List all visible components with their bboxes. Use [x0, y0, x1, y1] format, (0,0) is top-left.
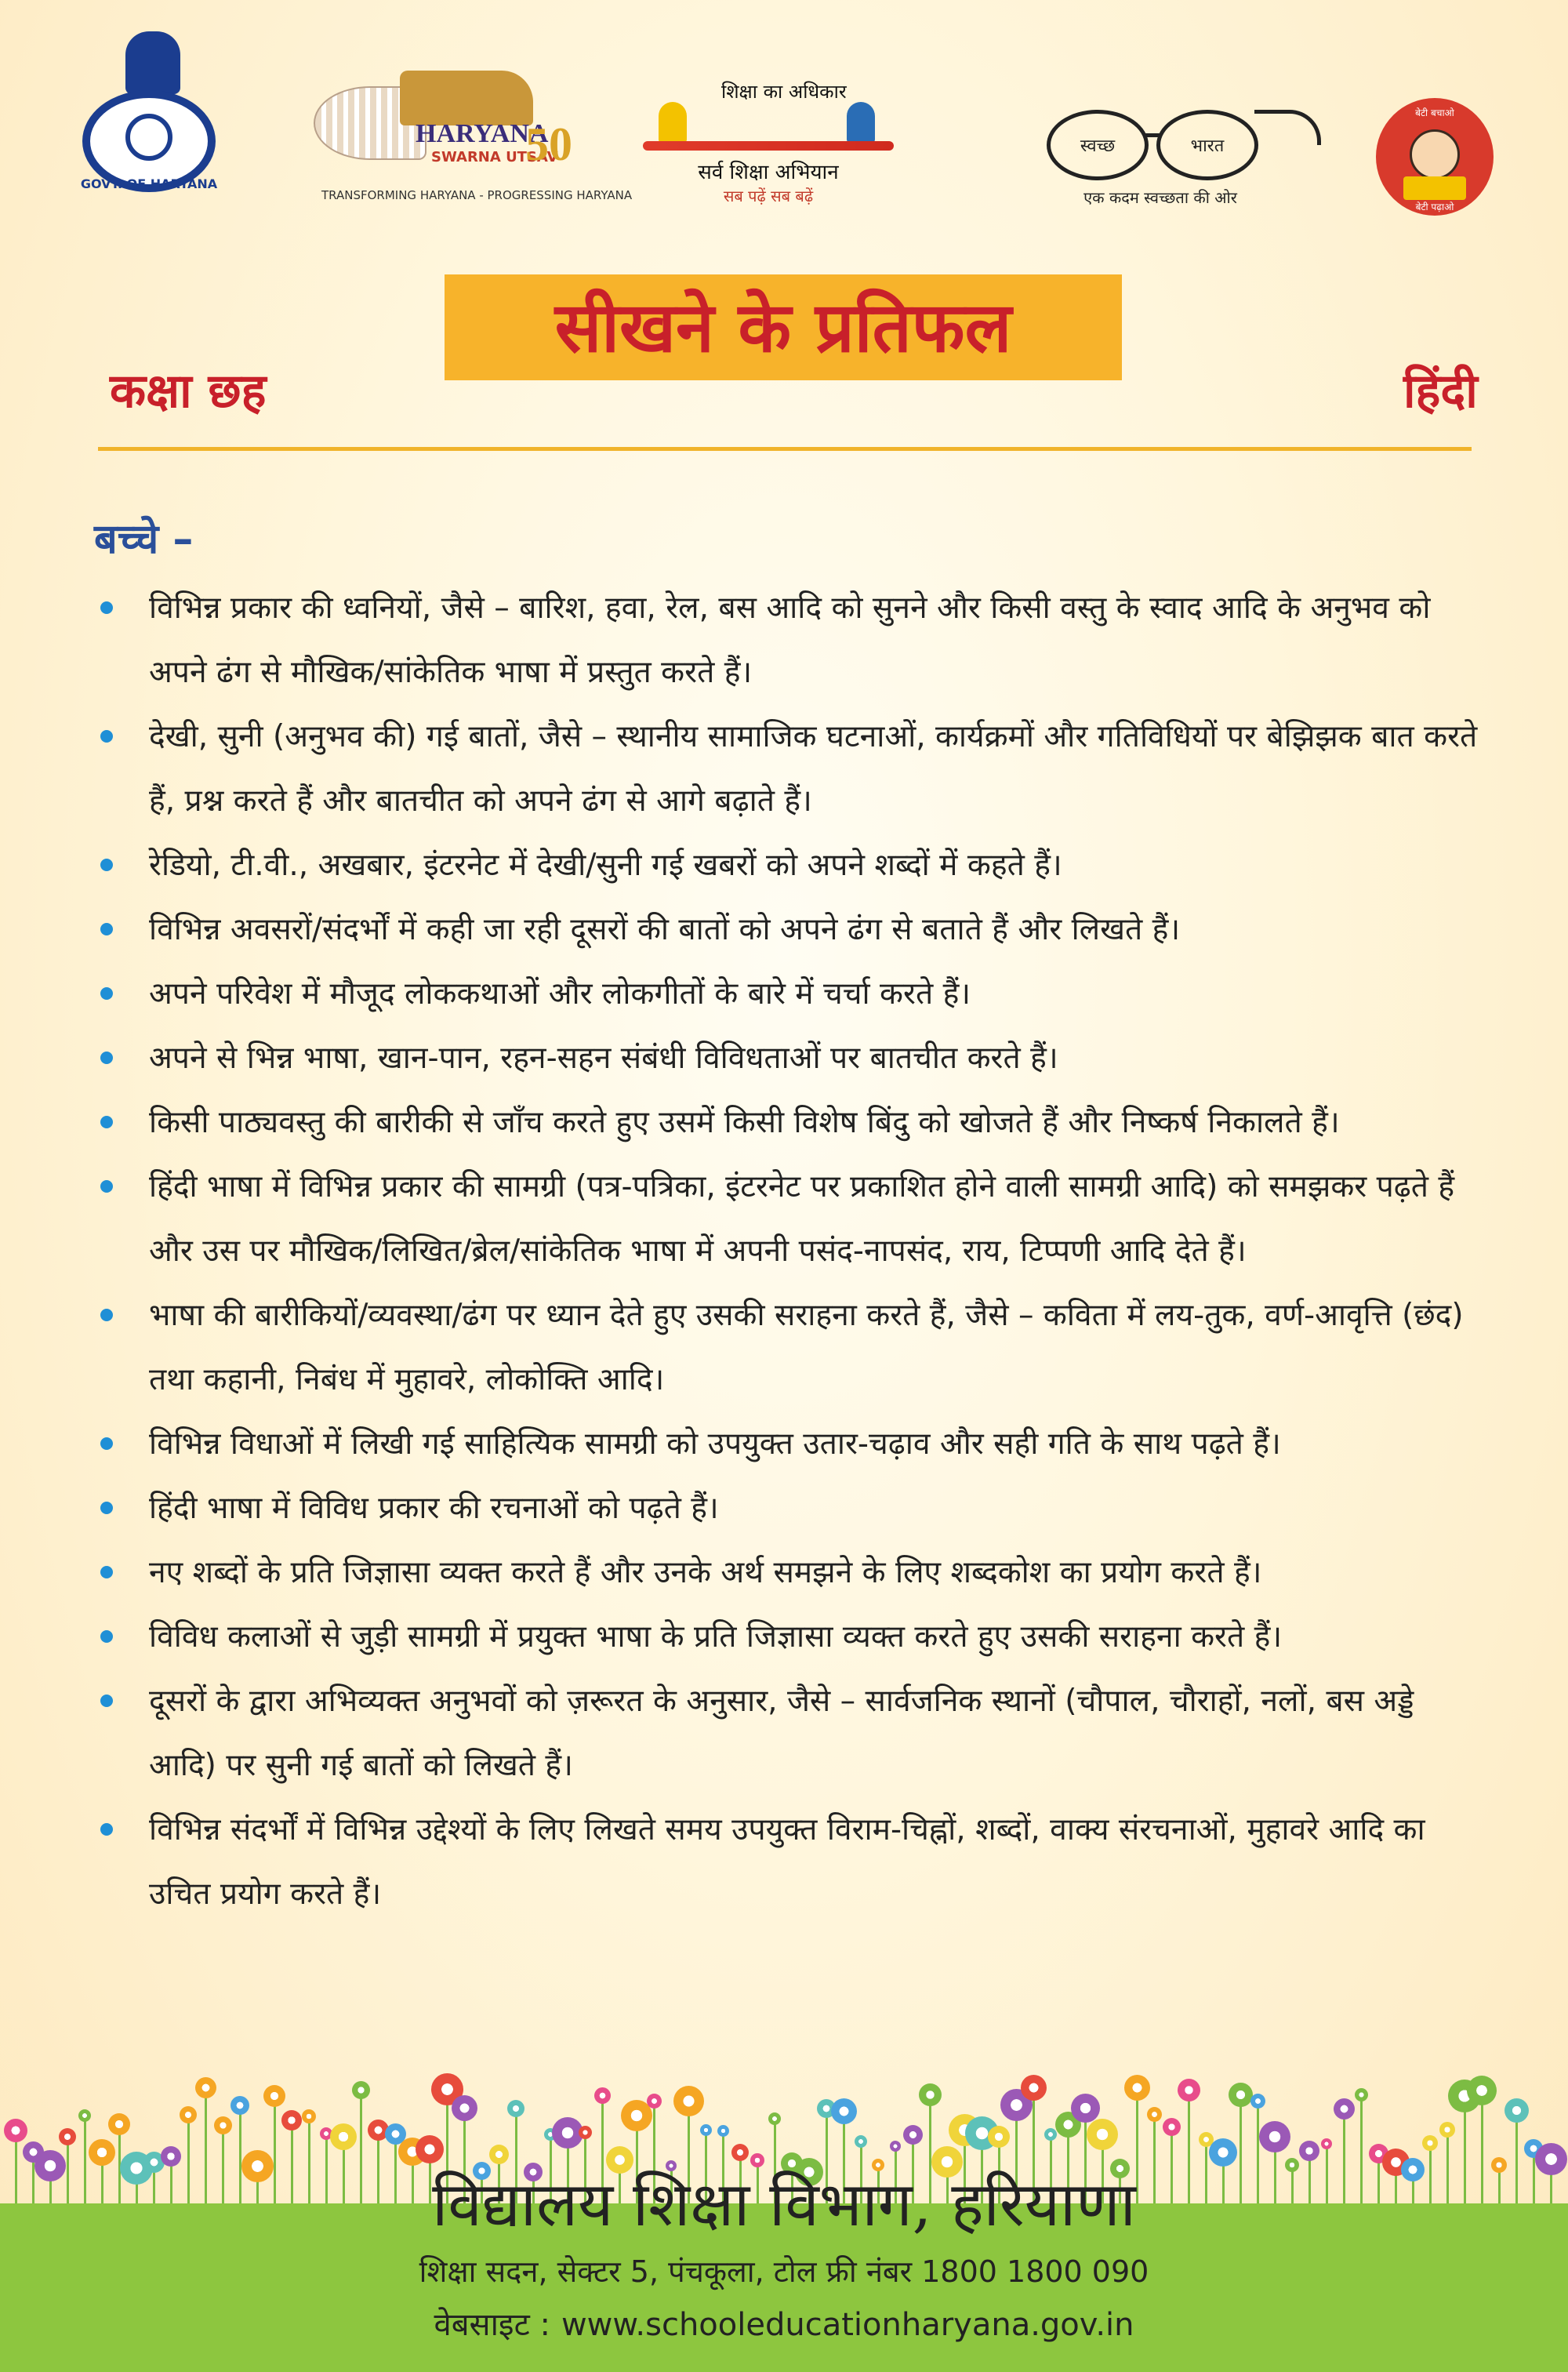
flower-icon: [330, 2123, 357, 2150]
logo-strip: [0, 0, 1568, 235]
list-item-text: विभिन्न संदर्भों में विभिन्न उद्देश्यों के लिए लिखते समय उपयुक्त विराम-चिह्नों, शब्दों, वाक्य संरचनाओं, मुहावरे आदि का उचित प्रयोग करते हैं।: [149, 1812, 1425, 1912]
flower-icon: [302, 2109, 316, 2123]
footer-website-line: [0, 2301, 1568, 2345]
flower-icon: [1334, 2098, 1355, 2120]
flower-icon: [594, 2087, 611, 2104]
sarva-shiksha-abhiyan-logo: [643, 78, 894, 212]
flower-icon: [1021, 2075, 1047, 2101]
list-item-text: विभिन्न प्रकार की ध्वनियों, जैसे – बारिश, हवा, रेल, बस आदि को सुनने और किसी वस्तु के स्वाद आदि के अनुभव को अपने ढंग से मौखिक/सांकेतिक भाषा में प्रस्तुत करते हैं।: [149, 590, 1431, 690]
footer-address: शिक्षा सदन, सेक्टर 5, पंचकूला, टोल फ्री नंबर 1800 1800 090: [419, 2254, 1149, 2289]
flower-icon: [1504, 2098, 1529, 2123]
swachh-word: स्वच्छ: [1080, 136, 1116, 156]
list-item: [94, 576, 1482, 705]
website-link[interactable]: www.schooleducationharyana.gov.in: [561, 2307, 1134, 2343]
flower-icon: [700, 2124, 712, 2136]
bbbp-top-text: बेटी बचाओ: [1415, 107, 1454, 118]
flower-icon: [1355, 2088, 1368, 2101]
book-icon: [1403, 176, 1466, 200]
flower-icon: [919, 2083, 942, 2106]
flower-icon: [416, 2135, 444, 2163]
flower-icon: [731, 2144, 749, 2161]
flower-icon: [452, 2095, 477, 2121]
wheel-icon: [125, 114, 172, 161]
flower-icon: [903, 2125, 923, 2145]
bullet-icon: [100, 1630, 113, 1643]
flower-icon: [1071, 2094, 1100, 2123]
flower-icon: [78, 2109, 91, 2122]
flower-icon: [4, 2119, 27, 2142]
flower-icon: [108, 2113, 130, 2135]
list-item: [94, 1541, 1482, 1605]
pencil-icon: [643, 141, 894, 151]
list-item-text: अपने से भिन्न भाषा, खान-पान, रहन-सहन संबंधी विविधताओं पर बातचीत करते हैं।: [149, 1041, 1058, 1076]
list-item: [94, 1155, 1482, 1284]
flower-icon: [831, 2098, 857, 2124]
grade-label: कक्षा छह: [110, 364, 267, 419]
utsav-tagline: TRANSFORMING HARYANA - PROGRESSING HARYANA: [321, 188, 633, 202]
girl-face-icon: [1410, 129, 1460, 180]
bullet-icon: [100, 859, 113, 871]
bullet-icon: [100, 601, 113, 614]
flower-icon: [195, 2077, 216, 2098]
child-icon: [659, 102, 687, 143]
bullet-icon: [100, 1180, 113, 1193]
list-item-text: हिंदी भाषा में विविध प्रकार की रचनाओं को पढ़ते हैं।: [149, 1491, 719, 1526]
utsav-number: 50: [525, 118, 572, 170]
list-item-text: विभिन्न विधाओं में लिखी गई साहित्यिक सामग्री को उपयुक्त उतार-चढ़ाव और सही गति के साथ पढ़ते हैं।: [149, 1426, 1281, 1462]
bullet-icon: [100, 1502, 113, 1514]
flower-icon: [180, 2106, 197, 2123]
utsav-sub: SWARNA UTSAV: [431, 149, 558, 165]
bullet-icon: [100, 1695, 113, 1707]
list-item: [94, 1284, 1482, 1412]
flower-icon: [230, 2096, 249, 2115]
list-item: [94, 1477, 1482, 1541]
website-label: वेबसाइट :: [434, 2307, 550, 2343]
header-divider: [98, 447, 1472, 451]
swachh-tagline: एक कदम स्वच्छता की ओर: [1083, 188, 1237, 207]
list-item-text: विभिन्न अवसरों/संदर्भों में कही जा रही दूसरों की बातों को अपने ढंग से बताते हैं और लिखते हैं।: [149, 912, 1181, 947]
flower-icon: [1259, 2121, 1290, 2152]
learning-outcomes-list: [94, 576, 1482, 1927]
flower-icon: [352, 2081, 370, 2099]
flower-icon: [673, 2086, 704, 2116]
list-item: [94, 1412, 1482, 1477]
flower-icon: [1299, 2141, 1319, 2161]
flower-icon: [717, 2125, 729, 2137]
list-item: [94, 1798, 1482, 1927]
bullet-icon: [100, 1116, 113, 1128]
haryana-swarna-utsav-logo: [314, 71, 633, 204]
swachh-bharat-logo: [1027, 102, 1325, 220]
list-item: [94, 962, 1482, 1026]
flower-icon: [1229, 2083, 1253, 2107]
flower-icon: [1422, 2135, 1438, 2151]
list-item-text: हिंदी भाषा में विभिन्न प्रकार की सामग्री (पत्र-पत्रिका, इंटरनेट पर प्रकाशित होने वाली सामग्री आदि) को समझकर पढ़ते हैं और उस पर मौखिक/लिखित/ब्रेल/सांकेतिक भाषा में अपनी पसंद-नापसंद, राय, टिप्पणी आदि देते हैं।: [149, 1169, 1455, 1269]
list-item: [94, 1605, 1482, 1669]
list-item-text: भाषा की बारीकियों/व्यवस्था/ढंग पर ध्यान देते हुए उसकी सराहना करते हैं, जैसे – कविता में लय-तुक, वर्ण-आवृत्ति (छंद) तथा कहानी, निबंध में मुहावरे, लोकोक्ति आदि।: [149, 1298, 1464, 1397]
flower-icon: [579, 2126, 592, 2139]
bullet-icon: [100, 730, 113, 743]
flower-icon: [1467, 2076, 1497, 2105]
ssa-motto: सब पढ़ें सब बढ़ें: [723, 187, 814, 205]
flower-icon: [263, 2085, 285, 2107]
bullet-icon: [100, 1309, 113, 1321]
page-title: सीखने के प्रतिफल: [554, 287, 1012, 368]
flower-icon: [1163, 2118, 1181, 2136]
flower-icon: [855, 2135, 867, 2148]
flower-icon: [988, 2126, 1010, 2148]
ssa-top-text: शिक्षा का अधिकार: [721, 81, 847, 103]
flower-icon: [890, 2141, 901, 2152]
list-item: [94, 834, 1482, 898]
bullet-icon: [100, 1566, 113, 1578]
bullet-icon: [100, 1823, 113, 1836]
emblem-text: GOVT. OF HARYANA: [80, 176, 218, 191]
flower-icon: [1439, 2122, 1455, 2138]
lion-capital-icon: [125, 31, 180, 94]
list-item: [94, 1669, 1482, 1798]
list-item: [94, 1091, 1482, 1155]
list-item: [94, 1026, 1482, 1091]
list-item-text: अपने परिवेश में मौजूद लोककथाओं और लोकगीतों के बारे में चर्चा करते हैं।: [149, 976, 971, 1012]
bullet-icon: [100, 1052, 113, 1064]
flower-icon: [1147, 2107, 1162, 2122]
bbbp-bottom-text: बेटी पढ़ाओ: [1415, 202, 1454, 212]
list-item-text: दूसरों के द्वारा अभिव्यक्त अनुभवों को ज़रूरत के अनुसार, जैसे – सार्वजनिक स्थानों (चौपाल, चौराहों, नलों, बस अड्डे आदि) पर सुनी गई बातों को लिखते हैं।: [149, 1684, 1414, 1783]
bullet-icon: [100, 923, 113, 935]
flower-icon: [647, 2094, 662, 2109]
footer-title: विद्यालय शिक्षा विभाग, हरियाणा: [432, 2170, 1136, 2240]
bullet-icon: [100, 987, 113, 1000]
list-item-text: रेडियो, टी.वी., अखबार, इंटरनेट में देखी/सुनी गई खबरों को अपने शब्दों में कहते हैं।: [149, 848, 1062, 883]
flower-icon: [214, 2116, 232, 2134]
ssa-name: सर्व शिक्षा अभियान: [698, 161, 839, 184]
subject-label: हिंदी: [1403, 364, 1478, 419]
list-item-text: किसी पाठ्यवस्तु की बारीकी से जाँच करते हुए उसमें किसी विशेष बिंदु को खोजते हैं और निष्कर्ष निकालते हैं।: [149, 1105, 1340, 1140]
flower-icon: [59, 2128, 76, 2145]
flower-icon: [1321, 2138, 1332, 2149]
flower-icon: [1087, 2119, 1118, 2150]
chariot-icon: [400, 71, 533, 125]
bharat-word: भारत: [1190, 136, 1225, 156]
flower-icon: [768, 2112, 781, 2125]
flower-icon: [1178, 2079, 1200, 2101]
list-item: [94, 898, 1482, 962]
flower-icon: [507, 2100, 524, 2117]
list-item-text: नए शब्दों के प्रति जिज्ञासा व्यक्त करते हैं और उनके अर्थ समझने के लिए शब्दकोश का प्रयोग करते हैं।: [149, 1555, 1262, 1590]
list-item-text: देखी, सुनी (अनुभव की) गई बातों, जैसे – स्थानीय सामाजिक घटनाओं, कार्यक्रमों और गतिविधियों पर बेझिझक बात करते हैं, प्रश्न करते हैं और बातचीत को अपने ढंग से आगे बढ़ाते हैं।: [149, 719, 1478, 819]
child-icon: [847, 102, 875, 143]
utsav-name: HARYANA: [416, 119, 549, 148]
flower-icon: [1044, 2128, 1057, 2141]
flower-icon: [1124, 2075, 1150, 2101]
beti-bachao-beti-padhao-logo: [1376, 98, 1494, 216]
list-item-text: विविध कलाओं से जुड़ी सामग्री में प्रयुक्त भाषा के प्रति जिज्ञासा व्यक्त करते हुए उसकी सराहना करते हैं।: [149, 1619, 1283, 1655]
bullet-icon: [100, 1437, 113, 1450]
list-item: [94, 705, 1482, 834]
haryana-govt-emblem: [74, 16, 231, 196]
learners-heading: बच्चे –: [94, 516, 194, 563]
flower-icon: [1250, 2094, 1265, 2109]
flower-icon: [281, 2110, 302, 2130]
